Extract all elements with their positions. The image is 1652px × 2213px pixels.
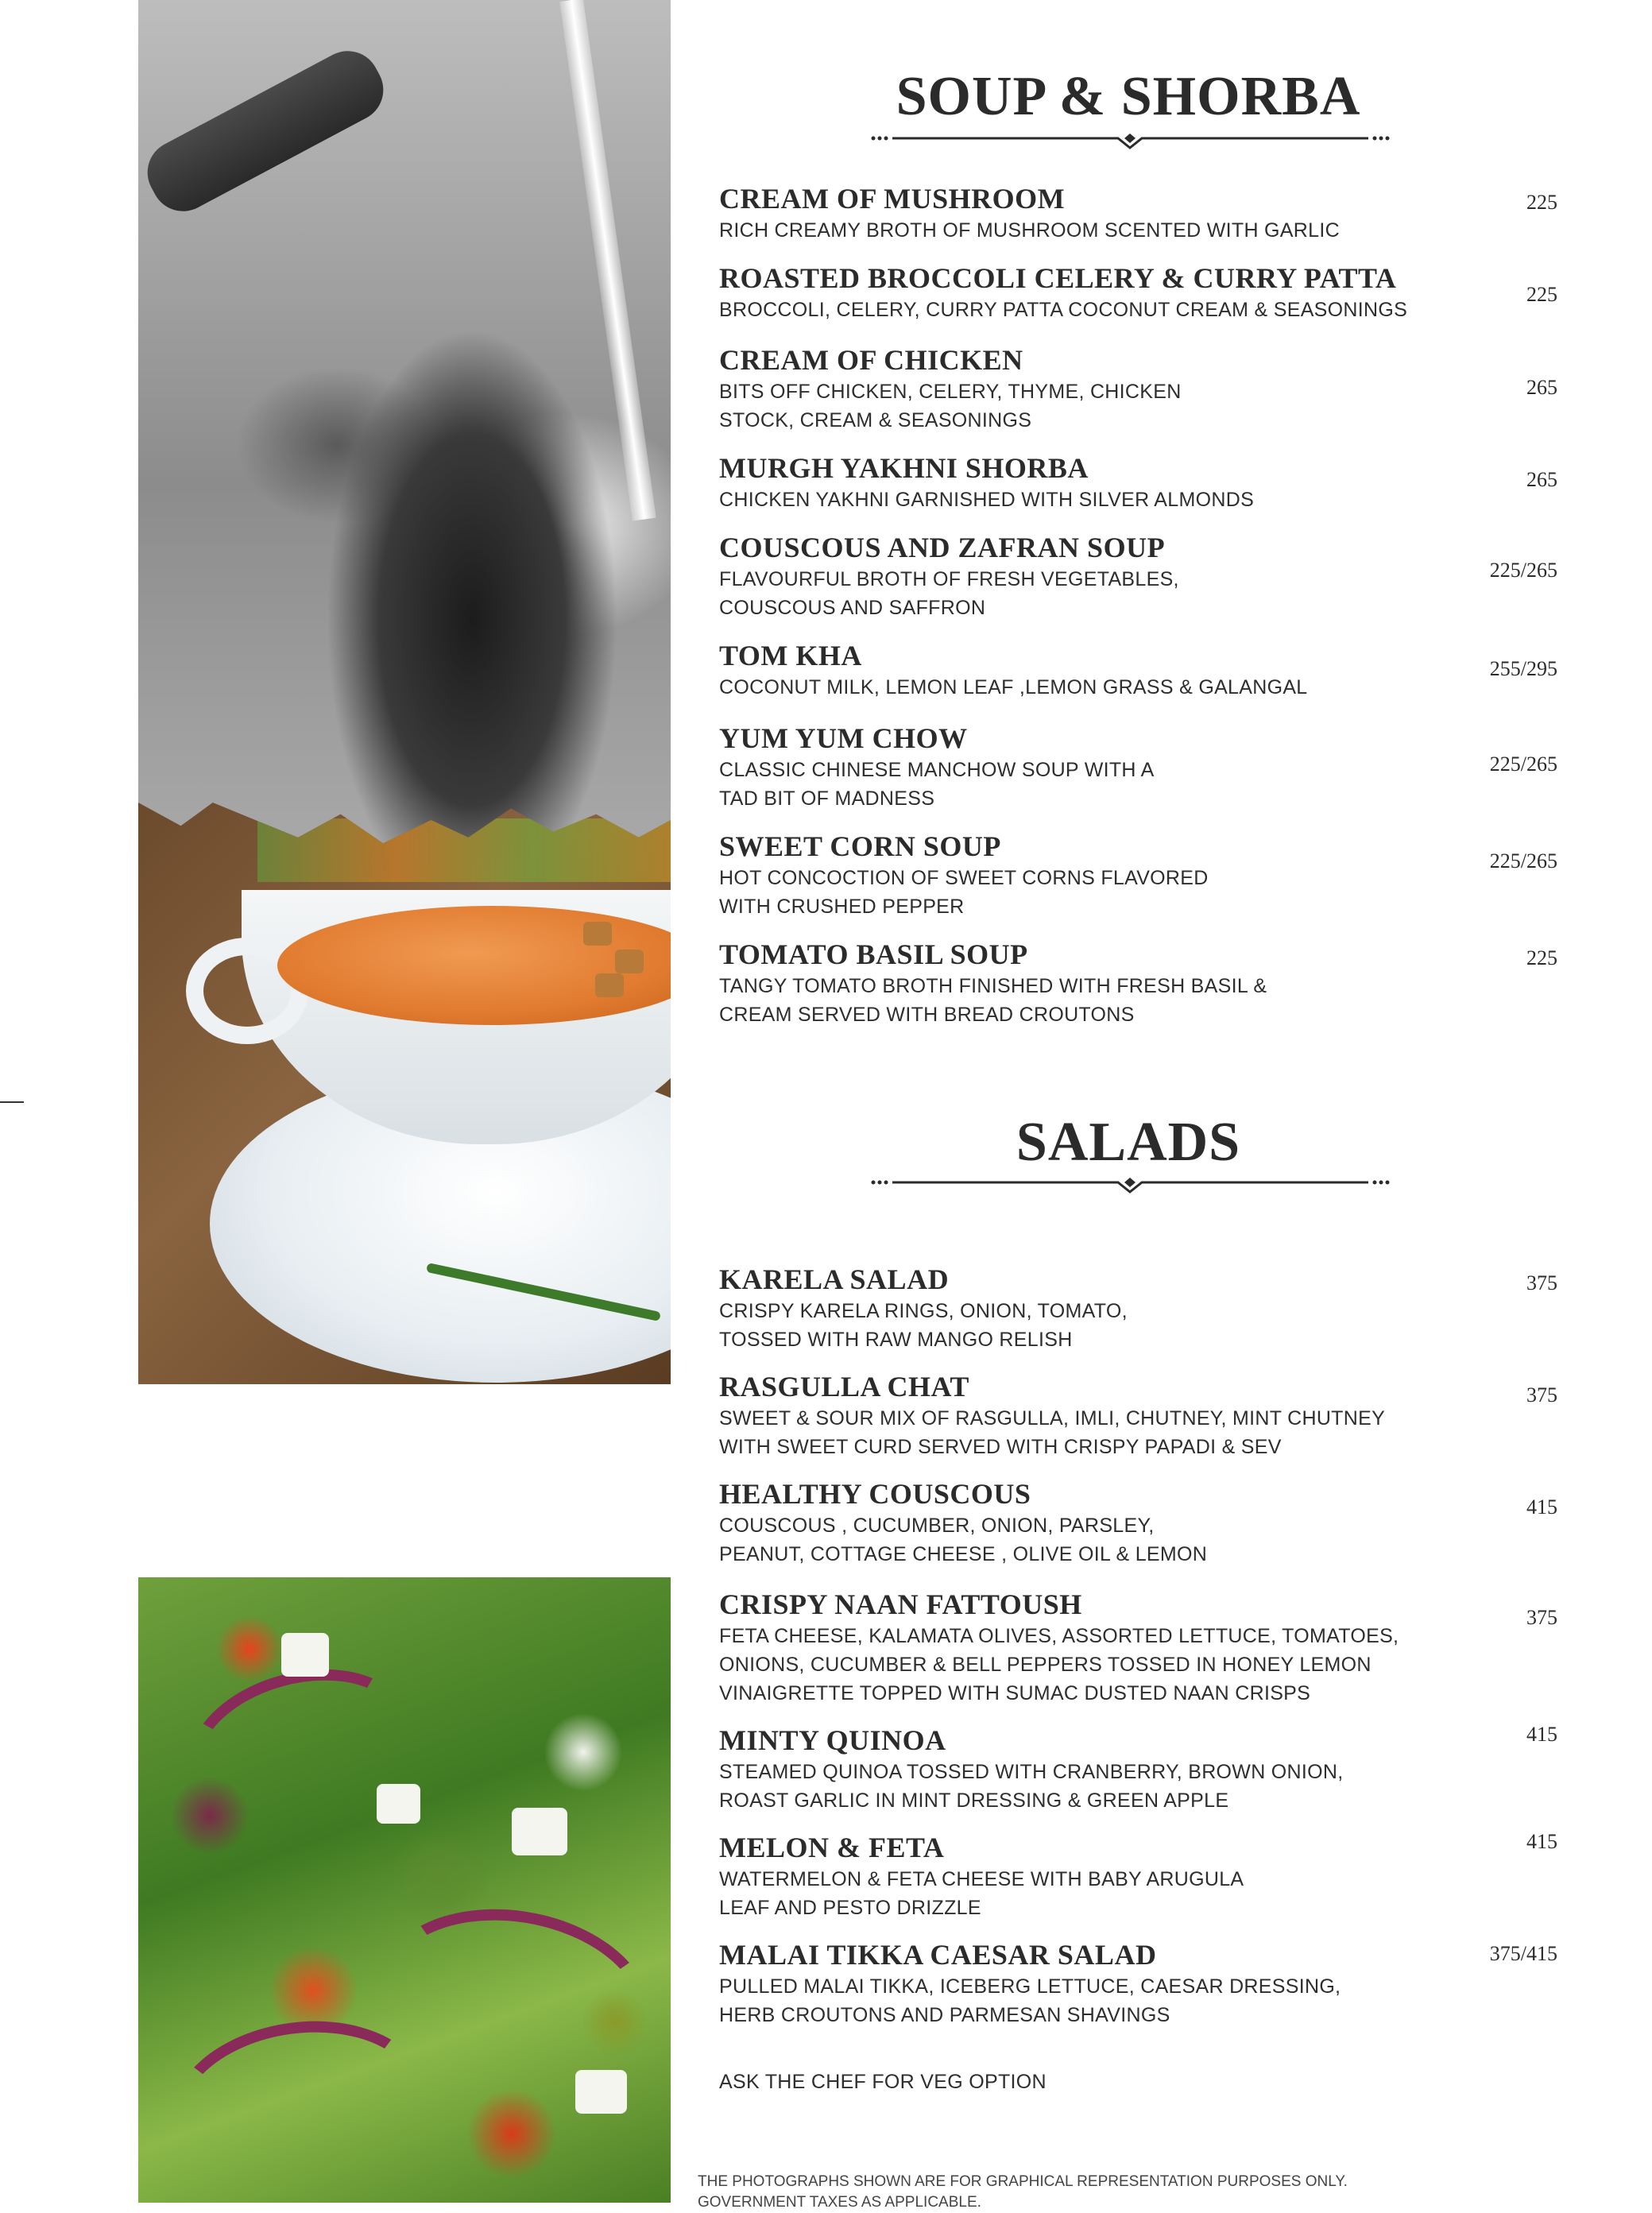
item-price: 415: [1526, 1723, 1557, 1746]
item-price: 225: [1526, 946, 1557, 969]
item-name: SWEET CORN SOUP: [719, 830, 1001, 862]
item-description: COUSCOUS , CUCUMBER, ONION, PARSLEY, PEANUT, COTTAGE CHEESE , OLIVE OIL & LEMON: [719, 1515, 1208, 1565]
item-description: HOT CONCOCTION OF SWEET CORNS FLAVORED WITH CRUSHED PEPPER: [719, 867, 1209, 918]
menu-item: [719, 937, 1557, 1029]
item-price: 255/295: [1489, 657, 1557, 680]
item-name: TOM KHA: [719, 640, 862, 671]
menu-item: [719, 1723, 1557, 1815]
item-description: FLAVOURFUL BROTH OF FRESH VEGETABLES, COUSCOUS AND SAFFRON: [719, 568, 1179, 619]
item-price: 415: [1526, 1830, 1557, 1853]
item-name: COUSCOUS AND ZAFRAN SOUP: [719, 532, 1166, 563]
item-description: FETA CHEESE, KALAMATA OLIVES, ASSORTED LETTUCE, TOMATOES, ONIONS, CUCUMBER & BELL PEPPERS TOSSED IN HONEY LEMON VINAIGRETTE TOPPED WITH SUMAC DUSTED NAAN CRISPS: [719, 1625, 1399, 1704]
item-price: 225: [1526, 283, 1557, 306]
item-description: BROCCOLI, CELERY, CURRY PATTA COCONUT CREAM & SEASONINGS: [719, 299, 1408, 321]
item-price: 375: [1526, 1606, 1557, 1629]
menu-item: [719, 342, 1557, 435]
crouton: [595, 973, 624, 997]
menu-item: [719, 829, 1557, 921]
item-name: KARELA SALAD: [719, 1263, 950, 1295]
item-description: COCONUT MILK, LEMON LEAF ,LEMON GRASS & GALANGAL: [719, 676, 1308, 698]
item-name: ROASTED BROCCOLI CELERY & CURRY PATTA: [719, 262, 1397, 294]
soup-section-title: SOUP & SHORBA: [896, 66, 1361, 127]
salads-section-divider: [870, 1171, 1391, 1195]
item-price: 375: [1526, 1271, 1557, 1294]
menu-item: [719, 530, 1557, 622]
chef-arm: [138, 40, 394, 222]
feta-cube: [377, 1784, 420, 1824]
item-description: CHICKEN YAKHNI GARNISHED WITH SILVER ALMONDS: [719, 489, 1255, 511]
menu-item: [719, 181, 1557, 245]
crouton: [583, 922, 612, 946]
item-description: STEAMED QUINOA TOSSED WITH CRANBERRY, BROWN ONION, ROAST GARLIC IN MINT DRESSING & GREEN APPLE: [719, 1761, 1344, 1812]
item-description: CLASSIC CHINESE MANCHOW SOUP WITH A TAD BIT OF MADNESS: [719, 759, 1154, 810]
crouton: [615, 950, 644, 973]
menu-item: [719, 1369, 1557, 1461]
milk-stream: [559, 0, 656, 521]
item-name: MELON & FETA: [719, 1832, 945, 1863]
disclaimer-taxes: GOVERNMENT TAXES AS APPLICABLE.: [698, 2194, 981, 2211]
salad-photo: [138, 1577, 671, 2203]
menu-item: [719, 451, 1557, 514]
feta-cube: [512, 1808, 567, 1855]
item-name: TOMATO BASIL SOUP: [719, 938, 1028, 970]
item-description: CRISPY KARELA RINGS, ONION, TOMATO, TOSSED WITH RAW MANGO RELISH: [719, 1300, 1128, 1351]
menu-item: [719, 1587, 1557, 1708]
feta-cube: [281, 1633, 329, 1677]
item-name: CREAM OF MUSHROOM: [719, 183, 1066, 215]
soup-bowl-photo: [138, 803, 671, 1384]
item-name: MURGH YAKHNI SHORBA: [719, 452, 1089, 484]
feta-cube: [575, 2070, 627, 2114]
salads-section-title: SALADS: [1016, 1112, 1241, 1173]
disclaimer: [698, 2172, 1413, 2213]
item-name: MINTY QUINOA: [719, 1724, 946, 1756]
item-name: HEALTHY COUSCOUS: [719, 1478, 1031, 1510]
item-price: 225/265: [1489, 559, 1557, 582]
item-name: RASGULLA CHAT: [719, 1371, 969, 1402]
item-price: 225/265: [1489, 849, 1557, 872]
item-name: CREAM OF CHICKEN: [719, 344, 1023, 376]
menu-item: [719, 721, 1557, 813]
item-description: RICH CREAMY BROTH OF MUSHROOM SCENTED WITH GARLIC: [719, 219, 1340, 242]
item-price: 265: [1526, 468, 1557, 491]
item-description: WATERMELON & FETA CHEESE WITH BABY ARUGULA LEAF AND PESTO DRIZZLE: [719, 1868, 1244, 1919]
item-price: 415: [1526, 1495, 1557, 1519]
menu-item: [719, 1262, 1557, 1354]
soup-section-divider: [870, 127, 1391, 151]
item-price: 375: [1526, 1383, 1557, 1406]
item-description: SWEET & SOUR MIX OF RASGULLA, IMLI, CHUTNEY, MINT CHUTNEY WITH SWEET CURD SERVED WITH CRISPY PAPADI & SEV: [719, 1407, 1385, 1458]
item-price: 375/415: [1489, 1942, 1557, 1965]
disclaimer-photographs: THE PHOTOGRAPHS SHOWN ARE FOR GRAPHICAL REPRESENTATION PURPOSES ONLY.: [698, 2173, 1348, 2190]
menu-item: [719, 1830, 1557, 1922]
veg-option-note: ASK THE CHEF FOR VEG OPTION: [719, 2071, 1047, 2093]
item-description: BITS OFF CHICKEN, CELERY, THYME, CHICKEN STOCK, CREAM & SEASONINGS: [719, 381, 1182, 431]
page-edge-mark: [0, 1101, 24, 1103]
menu-item: [719, 638, 1557, 702]
menu-item: [719, 261, 1557, 324]
menu-item: [719, 1476, 1557, 1569]
item-name: MALAI TIKKA CAESAR SALAD: [719, 1939, 1157, 1971]
item-price: 225: [1526, 191, 1557, 214]
item-price: 225/265: [1489, 752, 1557, 776]
item-name: YUM YUM CHOW: [719, 722, 968, 754]
item-name: CRISPY NAAN FATTOUSH: [719, 1588, 1082, 1620]
item-description: PULLED MALAI TIKKA, ICEBERG LETTUCE, CAESAR DRESSING, HERB CROUTONS AND PARMESAN SHAVINGS: [719, 1975, 1341, 2026]
menu-item: [719, 1937, 1557, 2029]
item-description: TANGY TOMATO BROTH FINISHED WITH FRESH BASIL & CREAM SERVED WITH BREAD CROUTONS: [719, 975, 1267, 1026]
item-price: 265: [1526, 376, 1557, 399]
